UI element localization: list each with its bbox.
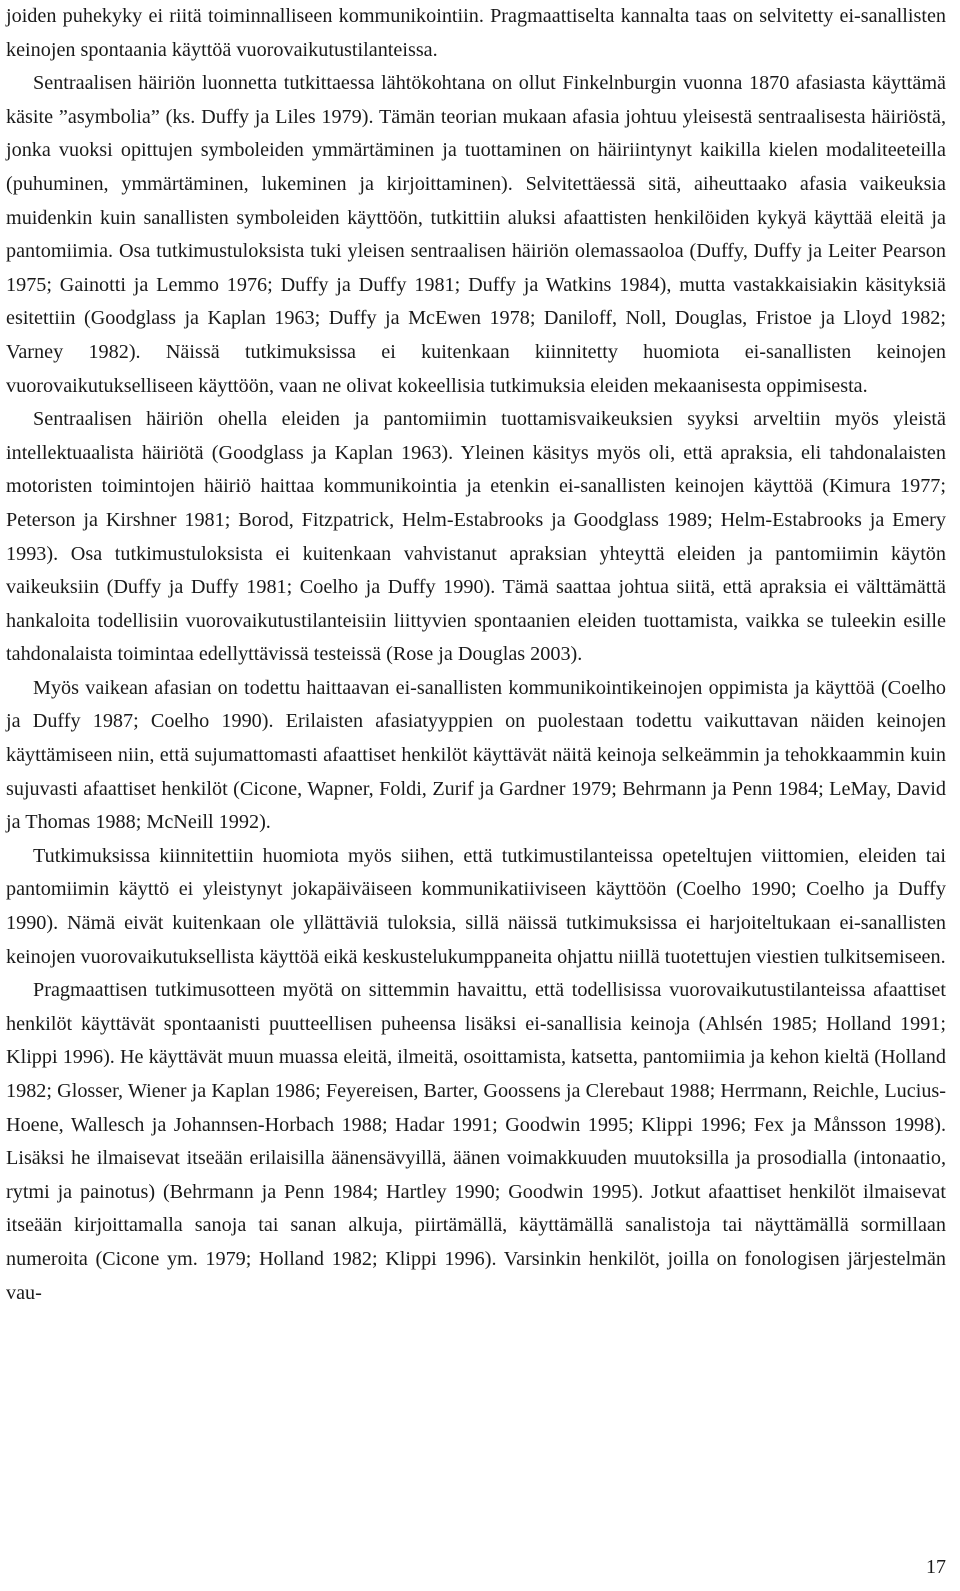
paragraph-continued: joiden puhekyky ei riitä toiminnalliseen kommunikointiin. Pragmaattiselta kannalta taas on selvitetty ei-sanallisten keinojen spontaania käyttöä vuorovaikutustilanteissa.: [6, 5, 946, 61]
paragraph-severe-aphasia: Myös vaikean afasian on todettu haittaavan ei-sanallisten kommunikointikeinojen oppimista ja käyttöä (Coelho ja Duffy 1987; Coelho 1990). Erilaisten afasiatyyppien on puolestaan todettu vaikuttavan näiden keinojen käyttämiseen niin, että sujumattomasti afaattiset henkilöt käyttävät näitä keinoja selkeämmin ja tehokkaammin kuin sujuvasti afaattiset henkilöt (Cicone, Wapner, Foldi, Zurif ja Gardner 1979; Behrmann ja Penn 1984; LeMay, David ja Thomas 1988; McNeill 1992).: [6, 676, 946, 834]
document-body: [6, 0, 946, 1310]
paragraph-central-disorder: Sentraalisen häiriön luonnetta tutkittaessa lähtökohtana on ollut Finkelnburgin vuonna 1870 afasiasta käyttämä käsite ”asymbolia” (ks. Duffy ja Liles 1979). Tämän teorian mukaan afasia johtuu yleisestä sentraalisesta häiriöstä, jonka vuoksi opittujen symboleiden ymmärtäminen ja tuottaminen on häiriintynyt kaikilla kielen modaliteeteilla (puhuminen, ymmärtäminen, lukeminen ja kirjoittaminen). Selvitettäessä sitä, aiheuttaako afasia vaikeuksia muidenkin kuin sanallisten symboleiden käyttöön, tutkittiin aluksi afaattisten henkilöiden kykyä käyttää eleitä ja pantomiimia. Osa tutkimustuloksista tuki yleisen sentraalisen häiriön olemassaoloa (Duffy, Duffy ja Leiter Pearson 1975; Gainotti ja Lemmo 1976; Duffy ja Duffy 1981; Duffy ja Watkins 1984), mutta vastakkaisiakin käsityksiä esitettiin (Goodglass ja Kaplan 1963; Duffy ja McEwen 1978; Daniloff, Noll, Douglas, Fristoe ja Lloyd 1982; Varney 1982). Näissä tutkimuksissa ei kuitenkaan kiinnitetty huomiota ei-sanallisten keinojen vuorovaikutukselliseen käyttöön, vaan ne olivat kokeellisia tutkimuksia eleiden mekaanisesta oppimisesta.: [6, 72, 946, 397]
paragraph-intellectual-apraxia: Sentraalisen häiriön ohella eleiden ja pantomiimin tuottamisvaikeuksien syyksi arveltiin myös yleistä intellektuaalista häiriötä (Goodglass ja Kaplan 1963). Yleinen käsitys myös oli, että apraksia, eli tahdonalaisten motoristen toimintojen häiriö haittaa kommunikointia ja etenkin ei-sanallisten keinojen käyttöä (Kimura 1977; Peterson ja Kirshner 1981; Borod, Fitzpatrick, Helm-Estabrooks ja Goodglass 1989; Helm-Estabrooks ja Emery 1993). Osa tutkimustuloksista ei kuitenkaan vahvistanut apraksian yhteyttä eleiden ja pantomiimin käytön vaikeuksiin (Duffy ja Duffy 1981; Coelho ja Duffy 1990). Tämä saattaa johtua siitä, että apraksia ei välttämättä hankaloita todellisiin vuorovaikutustilanteisiin liittyvien spontaanien eleiden tuottamista, vaikka se tuleekin esille tahdonalaista toimintaa edellyttävissä testeissä (Rose ja Douglas 2003).: [6, 408, 946, 666]
page-number: 17: [926, 1556, 946, 1578]
paragraph-generalization: Tutkimuksissa kiinnitettiin huomiota myös siihen, että tutkimustilanteissa opeteltujen viittomien, eleiden tai pantomiimin käyttö ei yleistynyt jokapäiväiseen kommunikatiiviseen käyttöön (Coelho 1990; Coelho ja Duffy 1990). Nämä eivät kuitenkaan ole yllättäviä tuloksia, sillä näissä tutkimuksissa ei harjoiteltukaan ei-sanallisten keinojen vuorovaikutuksellista käyttöä eikä keskustelukumppaneita ohjattu niillä tuotettujen viestien tulkitsemiseen.: [6, 844, 946, 968]
paragraph-pragmatic-approach: Pragmaattisen tutkimusotteen myötä on sittemmin havaittu, että todellisissa vuorovaikutustilanteissa afaattiset henkilöt käyttävät spontaanisti puutteellisen puheensa lisäksi ei-sanallisia keinoja (Ahlsén 1985; Holland 1991; Klippi 1996). He käyttävät muun muassa eleitä, ilmeitä, osoittamista, katsetta, pantomiimia ja kehon kieltä (Holland 1982; Glosser, Wiener ja Kaplan 1986; Feyereisen, Barter, Goossens ja Clerebaut 1988; Herrmann, Reichle, Lucius-Hoene, Wallesch ja Johannsen-Horbach 1988; Hadar 1991; Goodwin 1995; Klippi 1996; Fex ja Månsson 1998). Lisäksi he ilmaisevat itseään erilaisilla äänensävyillä, äänen voimakkuuden muutoksilla ja prosodialla (intonaatio, rytmi ja painotus) (Behrmann ja Penn 1984; Hartley 1990; Goodwin 1995). Jotkut afaattiset henkilöt ilmaisevat itseään kirjoittamalla sanoja tai sanan alkuja, piirtämällä, käyttämällä sanalistoja tai näyttämällä sormillaan numeroita (Cicone ym. 1979; Holland 1982; Klippi 1996). Varsinkin henkilöt, joilla on fonologisen järjestelmän vau-: [6, 979, 946, 1304]
